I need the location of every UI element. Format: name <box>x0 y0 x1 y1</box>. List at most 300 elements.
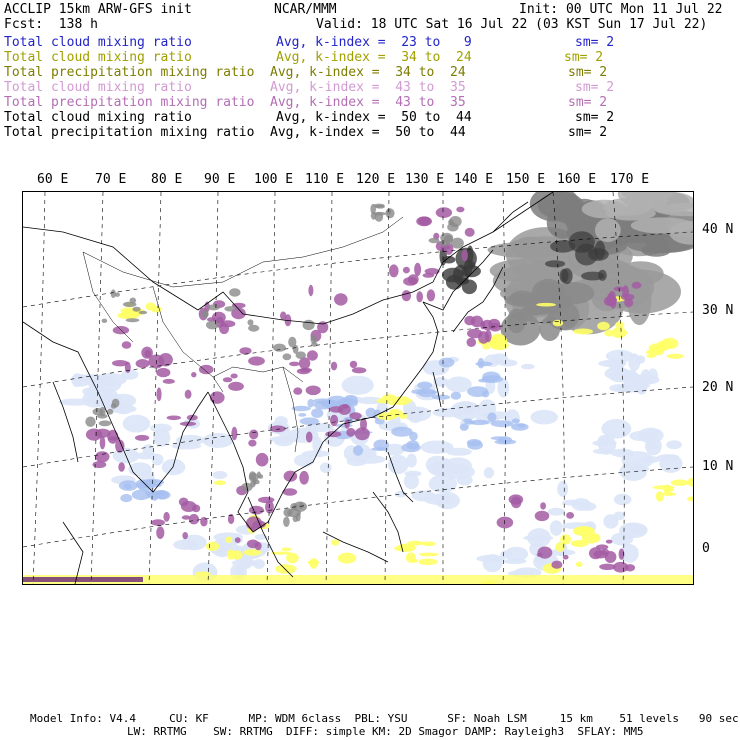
purple-precip <box>167 416 181 421</box>
coastline <box>373 492 403 552</box>
legend-field-smoothing: sm= 2 <box>564 50 604 65</box>
header-fcst: Fcst: 138 h <box>4 17 98 32</box>
blue-wash <box>630 525 648 535</box>
yellow-cloud <box>308 560 319 566</box>
yellow-cloud <box>281 548 291 552</box>
blue-wash <box>530 410 558 425</box>
purple-precip <box>299 471 309 485</box>
purple-precip <box>255 542 262 551</box>
gray-precip <box>126 318 140 322</box>
yellow-cloud <box>576 562 583 568</box>
blue-wash <box>275 416 288 426</box>
blue-cloud <box>491 420 513 427</box>
blue-cloud <box>313 398 334 403</box>
purple-precip <box>632 282 642 289</box>
yellow-cloud <box>225 537 232 543</box>
blue-wash <box>505 547 528 562</box>
gray-precip <box>296 351 306 359</box>
legend-field-range: Avg, k-index = 34 to 24 <box>270 65 466 80</box>
blue-wash <box>498 359 517 366</box>
purple-precip <box>239 347 251 354</box>
blue-cloud <box>411 389 429 394</box>
yellow-cloud <box>227 550 235 560</box>
blue-cloud <box>307 399 314 408</box>
purple-precip <box>86 429 102 441</box>
gray-precip <box>93 408 104 415</box>
purple-precip <box>606 540 613 544</box>
gray-precip <box>448 219 454 225</box>
gray-precip <box>202 310 209 318</box>
gray-cloud <box>530 292 573 310</box>
blue-cloud <box>498 436 512 443</box>
purple-precip <box>145 350 151 357</box>
blue-wash <box>621 373 643 381</box>
gray-precip <box>283 353 292 360</box>
longitude-label: 160 E <box>557 172 597 187</box>
blue-wash <box>59 399 92 406</box>
purple-precip <box>189 514 199 525</box>
gray-precip <box>451 238 464 249</box>
yellow-cloud <box>418 559 438 566</box>
blue-cloud <box>371 447 388 451</box>
blue-cloud <box>409 432 418 441</box>
purple-precip <box>331 362 337 371</box>
yellow-cloud <box>397 544 416 552</box>
blue-wash <box>82 388 93 395</box>
blue-cloud <box>353 445 363 455</box>
blue-cloud <box>439 358 455 368</box>
header-title: ACCLIP 15km ARW-GFS init <box>4 2 192 17</box>
blue-cloud <box>417 382 432 390</box>
purple-precip <box>210 391 225 403</box>
purple-precip <box>270 425 286 432</box>
purple-precip <box>223 377 233 382</box>
legend-field-name: Total precipitation mixing ratio <box>4 95 255 110</box>
purple-precip <box>334 293 348 305</box>
blue-wash <box>320 463 332 474</box>
purple-precip <box>248 356 265 365</box>
blue-wash <box>636 380 648 394</box>
gray-precip <box>283 517 290 527</box>
purple-precip <box>352 367 367 373</box>
purple-band <box>23 577 143 582</box>
purple-precip <box>93 461 107 468</box>
blue-wash <box>404 473 419 489</box>
legend-field-smoothing: sm= 2 <box>575 110 615 125</box>
yellow-cloud <box>275 564 296 574</box>
gray-precip <box>207 304 220 310</box>
blue-wash <box>71 373 83 387</box>
yellow-cloud <box>422 542 436 547</box>
purple-precip <box>346 428 355 437</box>
yellow-cloud <box>687 478 693 487</box>
gray-precip <box>257 472 261 479</box>
blue-wash <box>628 353 640 371</box>
blue-wash <box>611 533 633 546</box>
latitude-label: 20 N <box>702 380 734 395</box>
dark-cloud <box>442 256 455 264</box>
blue-wash <box>412 490 436 501</box>
gray-cloud <box>595 218 621 242</box>
yellow-cloud <box>611 328 627 339</box>
purple-precip <box>306 386 321 396</box>
purple-precip <box>258 497 274 503</box>
legend-field-smoothing: sm= 2 <box>575 35 615 50</box>
blue-cloud <box>335 424 353 427</box>
gray-precip <box>385 208 394 218</box>
blue-wash <box>153 428 170 447</box>
purple-precip <box>135 435 149 441</box>
blue-cloud <box>154 490 170 499</box>
blue-wash <box>547 508 564 516</box>
blue-cloud <box>124 484 132 489</box>
legend-field-smoothing: sm= 2 <box>575 80 615 95</box>
blue-cloud <box>511 423 529 431</box>
purple-precip <box>156 388 161 402</box>
gray-precip <box>206 321 219 330</box>
yellow-cloud <box>206 542 219 551</box>
longitude-label: 80 E <box>151 172 183 187</box>
purple-precip <box>306 432 313 443</box>
blue-cloud <box>512 419 520 424</box>
yellow-cloud <box>656 491 664 501</box>
gray-precip <box>250 481 256 488</box>
longitude-label: 150 E <box>506 172 546 187</box>
meridian-line <box>385 192 389 584</box>
purple-precip <box>416 291 423 302</box>
blue-wash <box>550 520 563 536</box>
purple-precip <box>509 494 524 504</box>
longitude-label: 100 E <box>254 172 294 187</box>
gray-precip <box>429 238 440 243</box>
purple-precip <box>182 532 188 539</box>
purple-precip <box>566 512 574 519</box>
map-canvas <box>23 192 693 584</box>
latitude-label: 30 N <box>702 303 734 318</box>
purple-precip <box>464 316 475 326</box>
purple-precip <box>414 263 421 276</box>
longitude-label: 70 E <box>95 172 127 187</box>
blue-wash <box>593 449 614 455</box>
yellow-cloud <box>575 541 582 546</box>
purple-precip <box>307 350 318 360</box>
longitude-label: 120 E <box>356 172 396 187</box>
latitude-label: 40 N <box>702 222 734 237</box>
dark-cloud <box>569 231 595 253</box>
blue-wash <box>253 559 265 569</box>
blue-cloud <box>478 358 485 369</box>
yellow-cloud <box>573 329 593 335</box>
meridian-line <box>33 192 45 584</box>
gray-precip <box>375 212 383 222</box>
longitude-label: 170 E <box>610 172 650 187</box>
blue-wash <box>212 471 227 479</box>
blue-cloud <box>463 419 472 423</box>
blue-cloud <box>451 392 461 400</box>
blue-wash <box>404 407 432 422</box>
legend-field-range: Avg, k-index = 50 to 44 <box>270 125 466 140</box>
purple-precip <box>540 502 546 509</box>
purple-precip <box>436 207 452 218</box>
purple-precip <box>389 264 399 277</box>
purple-precip <box>297 368 311 374</box>
yellow-cloud <box>597 322 610 331</box>
purple-precip <box>156 526 164 539</box>
legend-field-name: Total cloud mixing ratio <box>4 50 192 65</box>
purple-precip <box>118 462 125 471</box>
purple-precip <box>280 312 286 320</box>
yellow-cloud <box>492 334 505 341</box>
purple-precip <box>538 547 553 559</box>
legend-field-range: Avg, k-index = 23 to 9 <box>276 35 472 50</box>
purple-precip <box>330 406 344 413</box>
purple-precip <box>610 295 617 309</box>
blue-wash <box>666 440 682 449</box>
yellow-cloud <box>553 320 563 327</box>
purple-precip <box>427 289 435 301</box>
latitude-label: 10 N <box>702 459 734 474</box>
blue-wash <box>579 502 597 511</box>
blue-wash <box>123 415 151 433</box>
purple-precip <box>480 321 485 329</box>
purple-precip <box>594 550 608 558</box>
purple-precip <box>231 427 237 440</box>
yellow-cloud <box>214 480 226 485</box>
blue-wash <box>287 428 318 443</box>
latitude-label: 0 <box>702 541 710 556</box>
gray-precip <box>102 319 108 323</box>
purple-precip <box>136 359 150 368</box>
map-frame <box>22 191 694 585</box>
purple-precip <box>423 273 435 278</box>
legend-field-name: Total precipitation mixing ratio <box>4 125 255 140</box>
gray-cloud <box>554 200 585 225</box>
purple-precip <box>461 250 468 262</box>
purple-precip <box>456 207 464 213</box>
gray-precip <box>373 204 384 208</box>
purple-precip <box>289 362 300 367</box>
gray-precip <box>310 335 317 344</box>
purple-precip <box>187 415 198 421</box>
longitude-label: 60 E <box>37 172 69 187</box>
dark-cloud <box>464 259 472 277</box>
blue-wash <box>342 376 374 395</box>
purple-precip <box>403 267 410 274</box>
legend-field-range: Avg, k-index = 43 to 35 <box>270 80 466 95</box>
purple-precip <box>467 329 483 339</box>
blue-wash <box>354 455 386 464</box>
yellow-cloud <box>377 398 391 403</box>
purple-precip <box>199 365 214 375</box>
purple-precip <box>537 553 543 557</box>
longitude-label: 130 E <box>405 172 445 187</box>
yellow-cloud <box>406 552 416 562</box>
blue-wash <box>557 481 568 497</box>
purple-precip <box>308 285 313 296</box>
purple-precip <box>185 390 192 399</box>
yellow-cloud <box>331 539 339 545</box>
coastline <box>53 382 78 462</box>
gray-precip <box>273 344 286 352</box>
purple-precip <box>551 561 562 569</box>
purple-precip <box>231 374 238 379</box>
dark-cloud <box>545 260 565 267</box>
purple-precip <box>151 519 165 526</box>
blue-wash <box>638 428 664 444</box>
footer-physics-info: LW: RRTMG SW: RRTMG DIFF: simple KM: 2D Smagor DAMP: Rayleigh3 SFLAY: MM5 <box>127 725 644 738</box>
purple-precip <box>613 562 629 573</box>
purple-precip <box>349 412 361 419</box>
yellow-cloud <box>560 534 571 544</box>
purple-precip <box>408 274 419 284</box>
meridian-line <box>208 192 218 584</box>
blue-cloud <box>432 395 450 400</box>
yellow-cloud <box>338 553 356 564</box>
yellow-cloud <box>492 341 506 348</box>
purple-precip <box>325 431 341 437</box>
coastline <box>63 522 83 584</box>
gray-precip <box>133 307 141 312</box>
purple-precip <box>95 451 109 462</box>
coastline <box>493 202 528 232</box>
legend-field-range: Avg, k-index = 43 to 35 <box>270 95 466 110</box>
purple-precip <box>191 372 196 377</box>
blue-cloud <box>482 391 489 398</box>
blue-wash <box>388 455 409 474</box>
blue-wash <box>648 368 658 382</box>
purple-precip <box>535 511 550 521</box>
purple-precip <box>249 506 264 515</box>
yellow-cloud <box>671 480 689 486</box>
gray-precip <box>229 288 240 296</box>
yellow-cloud <box>687 497 693 502</box>
purple-precip <box>122 341 132 349</box>
longitude-label: 110 E <box>305 172 345 187</box>
purple-precip <box>293 387 302 394</box>
purple-precip <box>256 453 269 467</box>
footer-model-info: Model Info: V4.4 CU: KF MP: WDM 6class PBL: YSU SF: Noah LSM 15 km 51 levels 90 sec <box>30 712 739 725</box>
legend-field-name: Total precipitation mixing ratio <box>4 65 255 80</box>
blue-wash <box>446 448 472 456</box>
dark-cloud <box>561 268 572 284</box>
gray-precip <box>303 320 315 330</box>
blue-cloud <box>401 443 420 452</box>
header-center: NCAR/MMM <box>274 2 337 17</box>
purple-precip <box>355 427 370 440</box>
yellow-cloud <box>667 354 684 359</box>
purple-precip <box>228 382 244 391</box>
purple-precip <box>248 440 256 447</box>
yellow-cloud <box>536 303 556 307</box>
gray-precip <box>139 311 148 315</box>
legend-field-smoothing: sm= 2 <box>568 125 608 140</box>
gray-precip <box>123 302 137 307</box>
yellow-cloud <box>419 553 439 557</box>
blue-wash <box>598 360 624 367</box>
blue-wash <box>95 373 126 386</box>
legend-field-smoothing: sm= 2 <box>568 95 608 110</box>
purple-precip <box>350 361 357 368</box>
purple-precip <box>235 537 241 543</box>
yellow-cloud <box>389 409 403 417</box>
blue-wash <box>521 364 535 370</box>
blue-cloud <box>298 413 306 417</box>
blue-cloud <box>467 440 483 449</box>
longitude-label: 140 E <box>454 172 494 187</box>
gray-precip <box>288 337 296 348</box>
gray-precip <box>248 325 259 332</box>
blue-cloud <box>120 494 132 502</box>
blue-cloud <box>311 408 323 418</box>
legend-field-name: Total cloud mixing ratio <box>4 80 192 95</box>
purple-precip <box>402 290 411 301</box>
gray-cloud <box>606 206 656 220</box>
purple-precip <box>489 323 501 332</box>
blue-wash <box>432 408 463 417</box>
purple-precip <box>156 368 170 377</box>
blue-cloud <box>300 417 319 425</box>
yellow-cloud <box>649 343 669 352</box>
gray-precip <box>248 319 254 325</box>
purple-precip <box>200 517 207 527</box>
dark-cloud <box>598 270 607 281</box>
gray-precip <box>111 289 116 298</box>
blue-wash <box>203 433 234 448</box>
purple-precip <box>418 217 431 226</box>
purple-precip <box>342 404 349 409</box>
blue-wash <box>483 554 503 572</box>
legend-field-name: Total cloud mixing ratio <box>4 110 192 125</box>
purple-precip <box>163 512 169 522</box>
gray-precip <box>99 420 112 426</box>
purple-precip <box>163 379 175 384</box>
purple-precip <box>159 353 173 366</box>
blue-cloud <box>132 490 151 501</box>
purple-precip <box>497 517 514 529</box>
gray-precip <box>85 417 95 427</box>
yellow-cloud <box>665 488 674 491</box>
purple-precip <box>467 338 477 347</box>
purple-precip <box>179 498 189 507</box>
gray-precip <box>112 399 120 408</box>
header-init: Init: 00 UTC Mon 11 Jul 22 <box>519 2 723 17</box>
purple-precip <box>125 362 131 373</box>
blue-wash <box>562 500 581 506</box>
blue-wash <box>435 492 460 509</box>
gray-precip <box>293 516 299 523</box>
header-valid: Valid: 18 UTC Sat 16 Jul 22 (03 KST Sun 17 Jul 22) <box>316 17 708 32</box>
blue-cloud <box>460 424 469 431</box>
legend-field-smoothing: sm= 2 <box>568 65 608 80</box>
purple-precip <box>249 430 258 440</box>
legend-field-name: Total cloud mixing ratio <box>4 35 192 50</box>
blue-wash <box>484 467 494 478</box>
yellow-cloud <box>663 492 676 496</box>
blue-cloud <box>487 412 496 422</box>
country-border <box>83 217 403 287</box>
blue-cloud <box>478 379 490 383</box>
blue-wash <box>659 455 682 473</box>
purple-precip <box>485 330 492 343</box>
blue-wash <box>614 494 632 505</box>
purple-precip <box>330 415 338 426</box>
blue-wash <box>614 512 626 521</box>
blue-wash <box>143 444 155 457</box>
gray-precip <box>224 306 236 311</box>
yellow-cloud <box>615 322 625 329</box>
gray-precip <box>440 240 449 247</box>
blue-wash <box>162 459 186 475</box>
